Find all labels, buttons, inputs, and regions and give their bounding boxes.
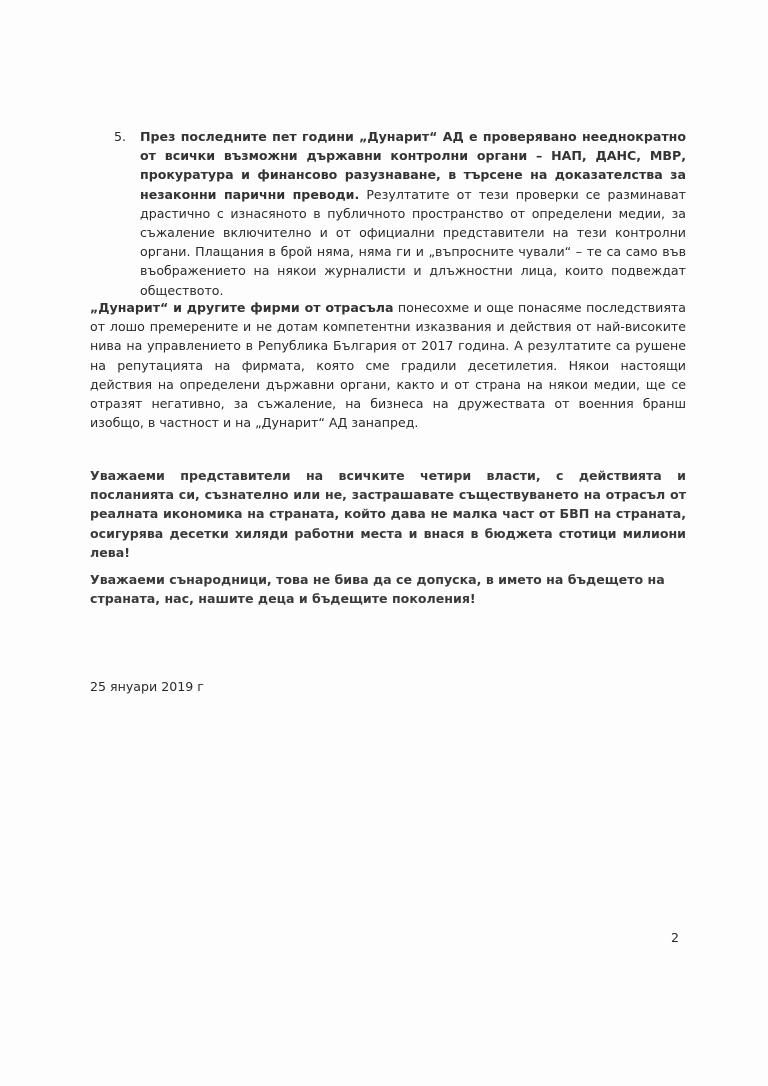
- document-date: 25 януари 2019 г: [90, 679, 204, 694]
- appeal-to-citizens: Уважаеми сънародници, това не бива да се допуска, в името на бъдещето на страната, нас, нашите деца и бъдещите поколения!: [90, 572, 665, 607]
- paragraph-industry-text: понесохме и още понасяме последствията от лошо премерените и не дотам компетентни изказвания и действия от най-високите нива на управлението в Република България от 2017 година. А резултатите са рушене на репутацията на фирмата, която сме градили десетилетия. Някои настоящи действия на определени държавни органи, както и от страна на някои медии, ще се отразят негативно, за съжаление, на бизнеса на дружествата от военния бранш изобщо, в частност и на „Дунарит“ АД занапред.: [90, 300, 686, 431]
- item-number: 5.: [114, 129, 127, 144]
- item-5-text: Резултатите от тези проверки се разминават драстично с изнасяното в публичното пространство от определени медии, за съжаление включително и от официални представители на тези контролни органи. Плащания в брой няма, няма ги и „въпросните чували“ – те са само във въображението на някои журналисти и длъжностни лица, които подвеждат обществото.: [140, 186, 686, 298]
- page-number: 2: [671, 930, 680, 945]
- item-5-body: [140, 127, 686, 300]
- paragraph-industry: [90, 298, 686, 432]
- paragraph-industry-bold-text: „Дунарит“ и другите фирми от отрасъла: [90, 300, 394, 315]
- item-5-bold-text: През последните пет години „Дунарит“ АД е проверявано нееднократно от всички възможни държавни контролни органи – НАП, ДАНС, МВР, прокуратура и финансово разузнаване, в търсене на доказателства за незаконни парични преводи.: [140, 129, 686, 202]
- appeal-to-authorities: Уважаеми представители на всичките четири власти, с действията и посланията си, съзнателно или не, застрашавате съществуването на отрасъл от реалната икономика на страната, който дава не малка част от БВП на страната, осигурява десетки хиляди работни места и внася в бюджета стотици милиони лева!: [90, 468, 686, 560]
